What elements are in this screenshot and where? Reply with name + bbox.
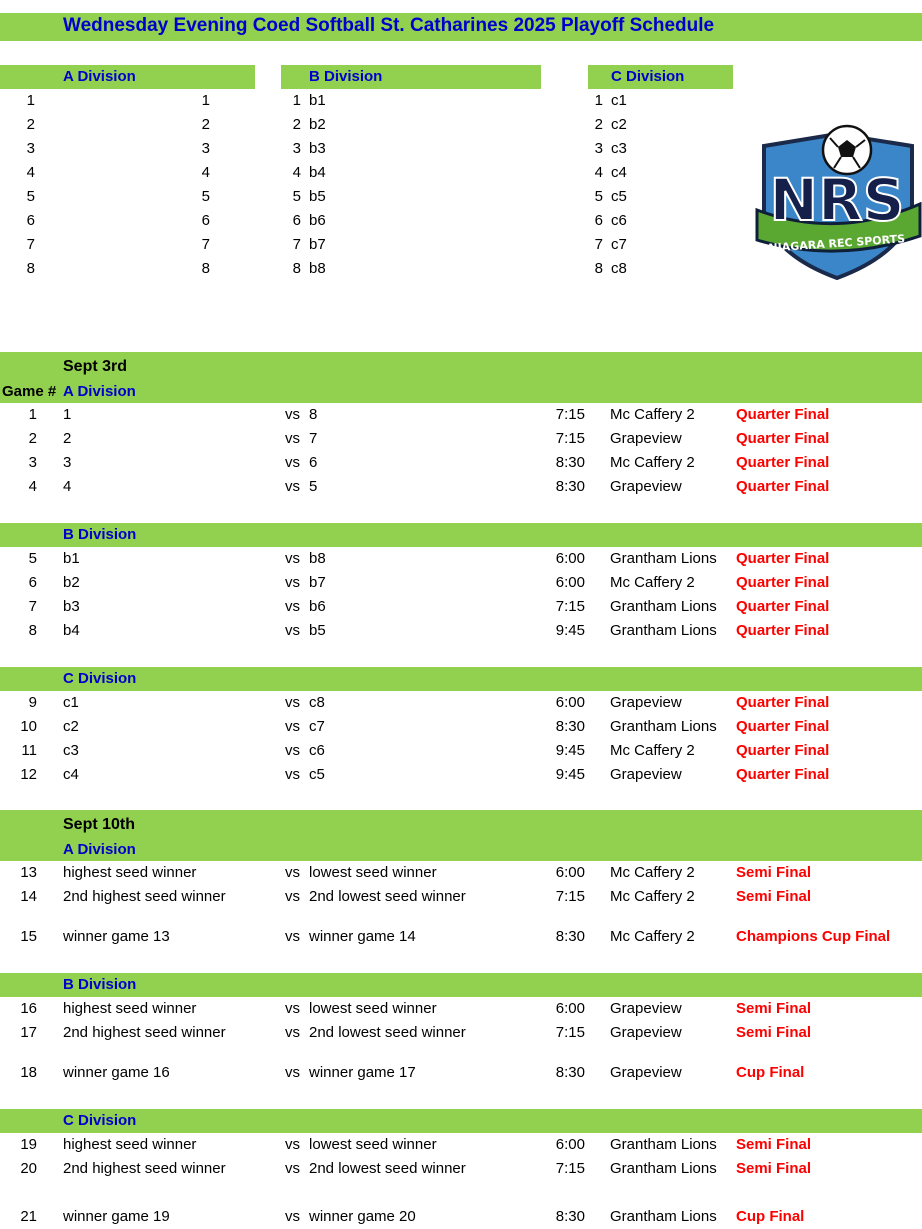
field-name: Mc Caffery 2 (610, 888, 695, 905)
game-time: 8:30 (555, 454, 585, 471)
home-team: c1 (63, 694, 79, 711)
field-name: Grantham Lions (610, 1208, 717, 1225)
standings-team: b7 (309, 236, 326, 253)
home-team: b1 (63, 550, 80, 567)
standings-team: 3 (201, 140, 210, 157)
division-heading: B Division (63, 526, 137, 543)
away-team: 2nd lowest seed winner (309, 1160, 466, 1177)
standings-heading-c: C Division (611, 68, 685, 85)
stage-label: Quarter Final (736, 406, 830, 423)
away-team: c7 (309, 718, 325, 735)
field-name: Mc Caffery 2 (610, 742, 695, 759)
vs-label: vs (285, 888, 300, 905)
game-number: 19 (20, 1136, 37, 1153)
standings-seed: 8 (594, 260, 603, 277)
stage-label: Semi Final (736, 888, 812, 905)
division-band (0, 973, 922, 997)
stage-label: Quarter Final (736, 430, 830, 447)
standings-team: 6 (201, 212, 210, 229)
standings-team: 4 (201, 164, 210, 181)
field-name: Mc Caffery 2 (610, 574, 695, 591)
standings-seed: 7 (292, 236, 301, 253)
vs-label: vs (285, 1024, 300, 1041)
field-name: Grantham Lions (610, 1136, 717, 1153)
stage-label: Quarter Final (736, 742, 830, 759)
standings-seed: 6 (594, 212, 603, 229)
stage-label: Cup Final (736, 1208, 805, 1225)
standings-seed: 3 (594, 140, 603, 157)
standings-seed: 6 (26, 212, 35, 229)
vs-label: vs (285, 478, 300, 495)
standings-team: b1 (309, 92, 326, 109)
game-number: 2 (28, 430, 37, 447)
game-time: 7:15 (555, 430, 585, 447)
standings-team: c5 (611, 188, 627, 205)
vs-label: vs (285, 598, 300, 615)
vs-label: vs (285, 864, 300, 881)
game-time: 9:45 (555, 622, 585, 639)
round-band (0, 810, 922, 861)
division-band (0, 667, 922, 691)
division-heading: A Division (63, 383, 136, 400)
logo-banner: NIAGARA REC SPORTS (768, 232, 906, 255)
home-team: c2 (63, 718, 79, 735)
vs-label: vs (285, 766, 300, 783)
away-team: winner game 20 (309, 1208, 416, 1225)
standings-team: 1 (201, 92, 210, 109)
standings-team: b5 (309, 188, 326, 205)
standings-seed: 5 (594, 188, 603, 205)
standings-seed: 1 (594, 92, 603, 109)
game-time: 9:45 (555, 766, 585, 783)
stage-label: Quarter Final (736, 766, 830, 783)
away-team: b6 (309, 598, 326, 615)
standings-seed: 4 (292, 164, 301, 181)
vs-label: vs (285, 1000, 300, 1017)
standings-seed: 8 (26, 260, 35, 277)
home-team: 2nd highest seed winner (63, 888, 226, 905)
game-time: 7:15 (555, 406, 585, 423)
page-title: Wednesday Evening Coed Softball St. Catharines 2025 Playoff Schedule (63, 15, 715, 36)
away-team: c8 (309, 694, 325, 711)
field-name: Grapeview (610, 694, 682, 711)
game-time: 9:45 (555, 742, 585, 759)
standings-heading-a: A Division (63, 68, 136, 85)
home-team: highest seed winner (63, 864, 197, 881)
game-number: 1 (28, 406, 37, 423)
division-heading: A Division (63, 841, 136, 858)
standings-seed: 7 (26, 236, 35, 253)
field-name: Grantham Lions (610, 598, 717, 615)
game-number: 13 (20, 864, 37, 881)
standings-team: c3 (611, 140, 627, 157)
standings-seed: 1 (292, 92, 301, 109)
field-name: Mc Caffery 2 (610, 454, 695, 471)
away-team: lowest seed winner (309, 864, 437, 881)
standings-team: b6 (309, 212, 326, 229)
away-team: 6 (309, 454, 318, 471)
home-team: c3 (63, 742, 79, 759)
away-team: 2nd lowest seed winner (309, 1024, 466, 1041)
vs-label: vs (285, 1160, 300, 1177)
field-name: Grantham Lions (610, 550, 717, 567)
home-team: 4 (63, 478, 72, 495)
away-team: b7 (309, 574, 326, 591)
game-time: 8:30 (555, 718, 585, 735)
home-team: winner game 13 (63, 928, 170, 945)
field-name: Grantham Lions (610, 622, 717, 639)
standings-team: b2 (309, 116, 326, 133)
game-time: 8:30 (555, 1064, 585, 1081)
away-team: 8 (309, 406, 318, 423)
away-team: 7 (309, 430, 318, 447)
game-time: 7:15 (555, 1160, 585, 1177)
vs-label: vs (285, 550, 300, 567)
field-name: Grapeview (610, 1024, 682, 1041)
vs-label: vs (285, 928, 300, 945)
vs-label: vs (285, 1136, 300, 1153)
logo-letters: NRS (769, 166, 905, 234)
stage-label: Quarter Final (736, 598, 830, 615)
stage-label: Cup Final (736, 1064, 805, 1081)
standings-seed: 2 (26, 116, 35, 133)
game-time: 6:00 (555, 574, 585, 591)
game-number: 20 (20, 1160, 37, 1177)
game-number: 21 (20, 1208, 37, 1225)
away-team: c5 (309, 766, 325, 783)
field-name: Mc Caffery 2 (610, 864, 695, 881)
home-team: 2nd highest seed winner (63, 1160, 226, 1177)
field-name: Grantham Lions (610, 1160, 717, 1177)
away-team: b8 (309, 550, 326, 567)
standings-team: 2 (201, 116, 210, 133)
vs-label: vs (285, 718, 300, 735)
game-number: 15 (20, 928, 37, 945)
home-team: highest seed winner (63, 1000, 197, 1017)
stage-label: Quarter Final (736, 478, 830, 495)
game-time: 6:00 (555, 864, 585, 881)
game-number: 8 (28, 622, 37, 639)
vs-label: vs (285, 622, 300, 639)
stage-label: Quarter Final (736, 574, 830, 591)
game-number: 5 (28, 550, 37, 567)
standings-seed: 7 (594, 236, 603, 253)
round-date: Sept 10th (63, 816, 136, 833)
home-team: 2nd highest seed winner (63, 1024, 226, 1041)
nrs-logo-icon (752, 124, 922, 282)
standings-seed: 5 (292, 188, 301, 205)
standings-team: b4 (309, 164, 326, 181)
game-time: 7:15 (555, 598, 585, 615)
vs-label: vs (285, 694, 300, 711)
division-heading: B Division (63, 976, 137, 993)
standings-team: c2 (611, 116, 627, 133)
away-team: c6 (309, 742, 325, 759)
stage-label: Semi Final (736, 1160, 812, 1177)
vs-label: vs (285, 1208, 300, 1225)
standings-seed: 8 (292, 260, 301, 277)
standings-seed: 6 (292, 212, 301, 229)
game-number: 4 (28, 478, 37, 495)
home-team: c4 (63, 766, 79, 783)
game-number-label: Game # (2, 383, 57, 400)
field-name: Grapeview (610, 478, 682, 495)
game-time: 6:00 (555, 1000, 585, 1017)
stage-label: Quarter Final (736, 694, 830, 711)
game-time: 6:00 (555, 550, 585, 567)
standings-heading-b: B Division (309, 68, 383, 85)
standings-team: 5 (201, 188, 210, 205)
stage-label: Champions Cup Final (736, 928, 891, 945)
game-number: 9 (28, 694, 37, 711)
vs-label: vs (285, 430, 300, 447)
game-time: 6:00 (555, 694, 585, 711)
field-name: Mc Caffery 2 (610, 928, 695, 945)
game-time: 8:30 (555, 928, 585, 945)
field-name: Grapeview (610, 1064, 682, 1081)
game-time: 7:15 (555, 888, 585, 905)
standings-team: b8 (309, 260, 326, 277)
division-heading: C Division (63, 670, 137, 687)
vs-label: vs (285, 574, 300, 591)
division-heading: C Division (63, 1112, 137, 1129)
field-name: Grantham Lions (610, 718, 717, 735)
vs-label: vs (285, 742, 300, 759)
away-team: b5 (309, 622, 326, 639)
stage-label: Quarter Final (736, 550, 830, 567)
away-team: winner game 17 (309, 1064, 416, 1081)
home-team: 3 (63, 454, 72, 471)
away-team: winner game 14 (309, 928, 416, 945)
game-number: 18 (20, 1064, 37, 1081)
stage-label: Semi Final (736, 1000, 812, 1017)
vs-label: vs (285, 406, 300, 423)
standings-seed: 4 (594, 164, 603, 181)
stage-label: Semi Final (736, 864, 812, 881)
standings-seed: 3 (26, 140, 35, 157)
away-team: 2nd lowest seed winner (309, 888, 466, 905)
vs-label: vs (285, 454, 300, 471)
standings-team: c6 (611, 212, 627, 229)
game-number: 6 (28, 574, 37, 591)
stage-label: Semi Final (736, 1136, 812, 1153)
home-team: highest seed winner (63, 1136, 197, 1153)
game-number: 10 (20, 718, 37, 735)
game-number: 14 (20, 888, 37, 905)
field-name: Mc Caffery 2 (610, 406, 695, 423)
division-band (0, 1109, 922, 1133)
standings-seed: 2 (594, 116, 603, 133)
stage-label: Quarter Final (736, 454, 830, 471)
stage-label: Quarter Final (736, 718, 830, 735)
game-number: 3 (28, 454, 37, 471)
field-name: Grapeview (610, 430, 682, 447)
standings-seed: 3 (292, 140, 301, 157)
standings-seed: 5 (26, 188, 35, 205)
home-team: b2 (63, 574, 80, 591)
stage-label: Quarter Final (736, 622, 830, 639)
game-number: 16 (20, 1000, 37, 1017)
game-time: 6:00 (555, 1136, 585, 1153)
round-date: Sept 3rd (63, 358, 128, 375)
field-name: Grapeview (610, 766, 682, 783)
standings-team: b3 (309, 140, 326, 157)
home-team: winner game 19 (63, 1208, 170, 1225)
away-team: lowest seed winner (309, 1000, 437, 1017)
standings-team: c4 (611, 164, 627, 181)
standings-seed: 2 (292, 116, 301, 133)
round-band (0, 352, 922, 403)
standings-seed: 1 (26, 92, 35, 109)
away-team: lowest seed winner (309, 1136, 437, 1153)
game-number: 7 (28, 598, 37, 615)
home-team: winner game 16 (63, 1064, 170, 1081)
home-team: b3 (63, 598, 80, 615)
division-band (0, 523, 922, 547)
game-time: 8:30 (555, 478, 585, 495)
home-team: 2 (63, 430, 72, 447)
standings-team: 7 (201, 236, 210, 253)
standings-team: c1 (611, 92, 627, 109)
standings-team: c8 (611, 260, 627, 277)
standings-team: c7 (611, 236, 627, 253)
game-time: 8:30 (555, 1208, 585, 1225)
standings-team: 8 (201, 260, 210, 277)
away-team: 5 (309, 478, 318, 495)
game-number: 17 (20, 1024, 37, 1041)
field-name: Grapeview (610, 1000, 682, 1017)
home-team: 1 (63, 406, 72, 423)
stage-label: Semi Final (736, 1024, 812, 1041)
game-time: 7:15 (555, 1024, 585, 1041)
home-team: b4 (63, 622, 80, 639)
standings-seed: 4 (26, 164, 35, 181)
game-number: 11 (21, 742, 37, 759)
game-number: 12 (20, 766, 37, 783)
vs-label: vs (285, 1064, 300, 1081)
